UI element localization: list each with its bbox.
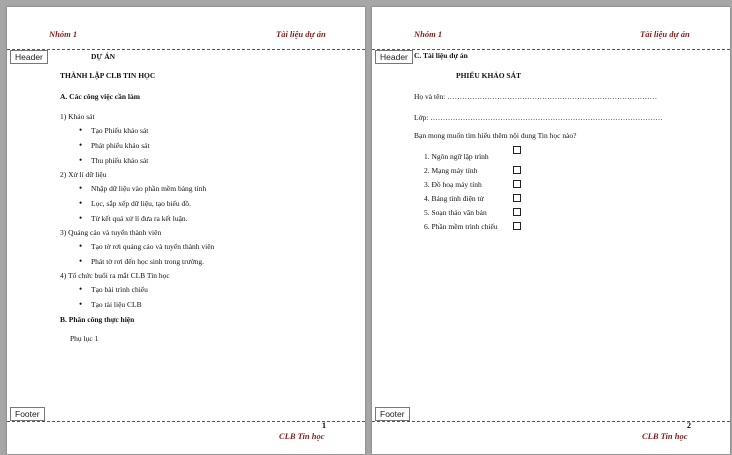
list-sub-item: • Tạo bài trình chiếu: [91, 285, 148, 294]
footer-separator: [7, 421, 365, 422]
header-right-text: Tài liệu dự án: [276, 29, 326, 39]
survey-option-label: 2. Mạng máy tính: [424, 166, 478, 175]
doc-title-line1: DỰ ÁN: [91, 52, 116, 61]
footer-tag[interactable]: Footer: [375, 407, 410, 421]
class-field-line: Lớp: …………………………………………………………………………………: [414, 113, 663, 122]
doc-title-line2: THÀNH LẬP CLB TIN HỌC: [60, 71, 156, 80]
survey-option-label: 4. Bảng tính điện tử: [424, 194, 484, 203]
document-page-2: [372, 7, 730, 454]
section-b-heading: B. Phân công thực hiện: [60, 315, 135, 324]
header-left-text: Nhóm 1: [49, 29, 78, 39]
survey-option-label: 6. Phần mềm trình chiếu: [424, 222, 498, 231]
survey-option-label: 1. Ngôn ngữ lập trình: [424, 152, 489, 161]
list-sub-item: • Nhập dữ liệu vào phần mềm bảng tính: [91, 184, 206, 193]
appendix-label: Phụ lục 1: [70, 334, 99, 343]
document-page-1: [7, 7, 365, 454]
section-a-heading: A. Các công việc cần làm: [60, 92, 140, 101]
footer-tag[interactable]: Footer: [10, 407, 45, 421]
list-sub-item: • Tạo Phiếu khảo sát: [91, 126, 148, 135]
list-sub-item: • Phát phiếu khảo sát: [91, 141, 150, 150]
header-tag[interactable]: Header: [10, 50, 48, 64]
list-item: 3) Quảng cáo và tuyển thành viên: [60, 228, 162, 237]
survey-option-label: 5. Soạn thảo văn bản: [424, 208, 487, 217]
list-sub-item: • Phát tờ rơi đến học sinh trong trường.: [91, 257, 204, 266]
footer-right-text: CLB Tin học: [279, 431, 325, 441]
list-sub-item: • Lọc, sắp xếp dữ liệu, tạo biểu đồ.: [91, 199, 191, 208]
header-tag[interactable]: Header: [375, 50, 413, 64]
list-sub-item: • Từ kết quả xử lí đưa ra kết luận.: [91, 214, 188, 223]
section-c-heading: C. Tài liệu dự án: [414, 51, 468, 60]
footer-separator: [372, 421, 730, 422]
page-number: 2: [687, 421, 691, 430]
header-separator: [7, 49, 365, 50]
header-separator: [372, 49, 730, 50]
survey-option-label: 3. Đồ hoạ máy tính: [424, 180, 482, 189]
list-item: 1) Khảo sát: [60, 112, 95, 121]
list-item: 4) Tổ chức buổi ra mắt CLB Tin học: [60, 271, 170, 280]
survey-title: PHIẾU KHẢO SÁT: [456, 71, 522, 80]
option-checkbox[interactable]: [513, 194, 521, 202]
name-field-line: Họ và tên: …………………………………………………………………………: [414, 92, 658, 101]
option-checkbox[interactable]: [513, 208, 521, 216]
footer-right-text: CLB Tin học: [642, 431, 688, 441]
option-checkbox[interactable]: [513, 222, 521, 230]
header-left-text: Nhóm 1: [414, 29, 443, 39]
header-right-text: Tài liệu dự án: [640, 29, 690, 39]
option-checkbox[interactable]: [513, 146, 521, 154]
survey-question: Bạn mong muốn tìm hiểu thêm nội dung Tin học nào?: [414, 131, 577, 140]
option-checkbox[interactable]: [513, 180, 521, 188]
list-sub-item: • Tạo tài liệu CLB: [91, 300, 142, 309]
list-sub-item: • Tạo tờ rơi quảng cáo và tuyển thành viên: [91, 242, 214, 251]
option-checkbox[interactable]: [513, 166, 521, 174]
list-sub-item: • Thu phiếu khảo sát: [91, 156, 148, 165]
list-item: 2) Xử lí dữ liệu: [60, 170, 107, 179]
page-number: 1: [322, 421, 326, 430]
